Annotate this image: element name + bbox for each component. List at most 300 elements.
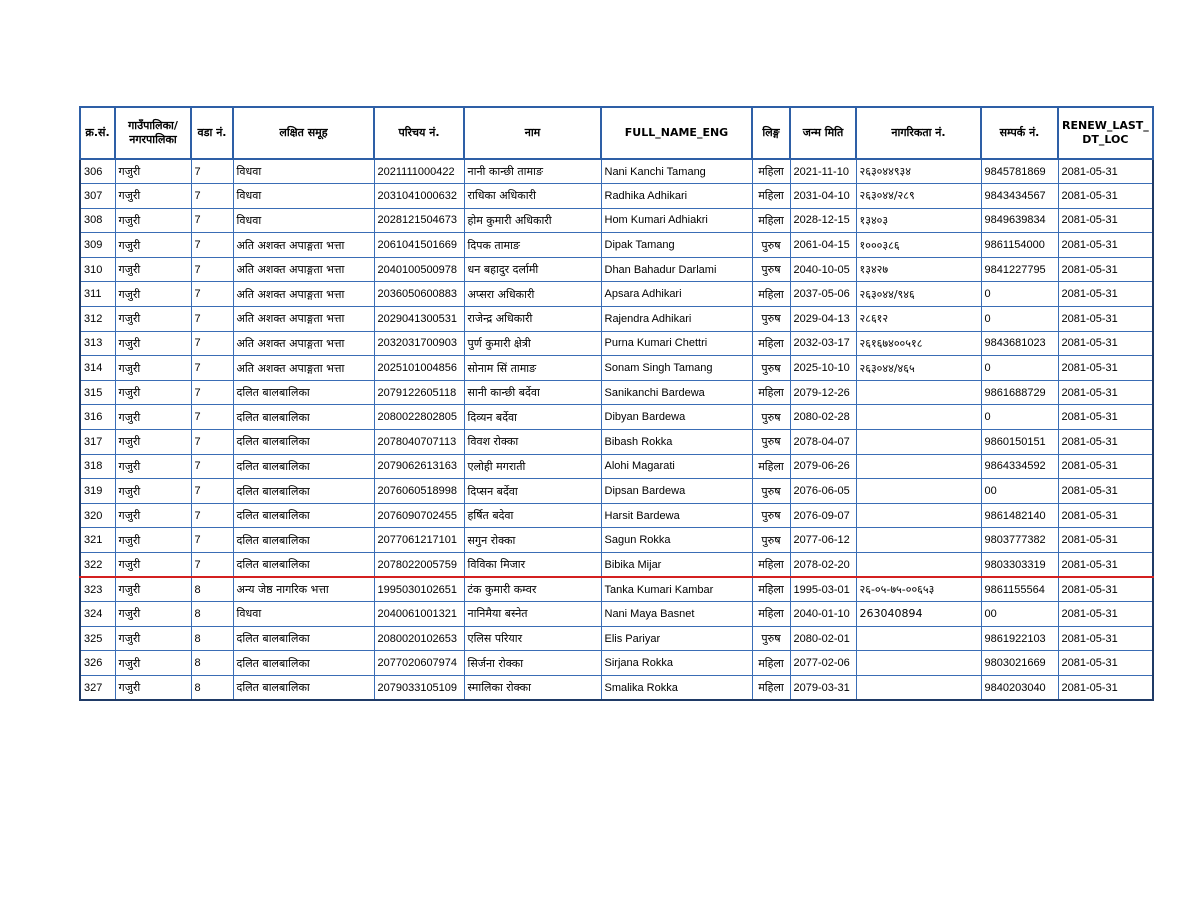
- cell-ward: 7: [191, 479, 233, 504]
- cell-gender: महिला: [752, 454, 790, 479]
- cell-target-group: दलित बालबालिका: [233, 553, 374, 578]
- cell-gender: महिला: [752, 282, 790, 307]
- beneficiary-table: [79, 106, 1154, 701]
- cell-gender: पुरुष: [752, 233, 790, 258]
- cell-municipality: गजुरी: [115, 184, 191, 209]
- cell-gender: महिला: [752, 602, 790, 627]
- table-row: [80, 233, 1153, 258]
- cell-serial: 319: [80, 479, 115, 504]
- cell-renew-date: 2081-05-31: [1058, 208, 1153, 233]
- cell-full-name-eng: Bibika Mijar: [601, 553, 752, 578]
- cell-renew-date: 2081-05-31: [1058, 184, 1153, 209]
- table-row: [80, 184, 1153, 209]
- cell-full-name-eng: Dipsan Bardewa: [601, 479, 752, 504]
- table-row: [80, 257, 1153, 282]
- cell-ward: 7: [191, 184, 233, 209]
- cell-contact: 9840203040: [981, 675, 1058, 700]
- cell-id-number: 2031041000632: [374, 184, 464, 209]
- table-row: [80, 626, 1153, 651]
- table-row: [80, 282, 1153, 307]
- cell-renew-date: 2081-05-31: [1058, 159, 1153, 184]
- cell-municipality: गजुरी: [115, 430, 191, 455]
- cell-ward: 7: [191, 405, 233, 430]
- cell-serial: 315: [80, 380, 115, 405]
- cell-id-number: 2061041501669: [374, 233, 464, 258]
- table-row: [80, 430, 1153, 455]
- cell-citizenship: १३४२७: [856, 257, 981, 282]
- cell-ward: 7: [191, 380, 233, 405]
- cell-citizenship: [856, 479, 981, 504]
- cell-gender: पुरुष: [752, 405, 790, 430]
- cell-renew-date: 2081-05-31: [1058, 651, 1153, 676]
- cell-gender: पुरुष: [752, 503, 790, 528]
- cell-renew-date: 2081-05-31: [1058, 405, 1153, 430]
- cell-contact: 0: [981, 356, 1058, 381]
- cell-full-name-eng: Alohi Magarati: [601, 454, 752, 479]
- cell-name: अप्सरा अधिकारी: [464, 282, 601, 307]
- cell-contact: 9861154000: [981, 233, 1058, 258]
- cell-target-group: दलित बालबालिका: [233, 454, 374, 479]
- cell-citizenship: २६३०४४/४६५: [856, 356, 981, 381]
- header-serial: क्र.सं.: [80, 107, 115, 159]
- cell-serial: 306: [80, 159, 115, 184]
- cell-renew-date: 2081-05-31: [1058, 675, 1153, 700]
- cell-full-name-eng: Sagun Rokka: [601, 528, 752, 553]
- cell-citizenship: [856, 454, 981, 479]
- cell-name: स्मालिका रोक्का: [464, 675, 601, 700]
- table-body: [80, 159, 1153, 700]
- cell-dob: 2061-04-15: [790, 233, 856, 258]
- cell-name: सोनाम सिं तामाङ: [464, 356, 601, 381]
- cell-contact: 0: [981, 282, 1058, 307]
- cell-gender: महिला: [752, 553, 790, 578]
- cell-full-name-eng: Sirjana Rokka: [601, 651, 752, 676]
- cell-contact: 9861922103: [981, 626, 1058, 651]
- cell-ward: 8: [191, 675, 233, 700]
- cell-target-group: दलित बालबालिका: [233, 626, 374, 651]
- cell-gender: महिला: [752, 331, 790, 356]
- cell-full-name-eng: Nani Maya Basnet: [601, 602, 752, 627]
- cell-municipality: गजुरी: [115, 233, 191, 258]
- cell-id-number: 2078040707113: [374, 430, 464, 455]
- cell-dob: 2031-04-10: [790, 184, 856, 209]
- cell-ward: 7: [191, 430, 233, 455]
- cell-serial: 312: [80, 307, 115, 332]
- cell-name: पुर्ण कुमारी क्षेत्री: [464, 331, 601, 356]
- cell-target-group: विधवा: [233, 602, 374, 627]
- cell-ward: 8: [191, 626, 233, 651]
- cell-dob: 2040-10-05: [790, 257, 856, 282]
- cell-municipality: गजुरी: [115, 454, 191, 479]
- cell-ward: 7: [191, 454, 233, 479]
- cell-municipality: गजुरी: [115, 356, 191, 381]
- cell-renew-date: 2081-05-31: [1058, 553, 1153, 578]
- cell-id-number: 2032031700903: [374, 331, 464, 356]
- cell-full-name-eng: Hom Kumari Adhiakri: [601, 208, 752, 233]
- cell-municipality: गजुरी: [115, 380, 191, 405]
- cell-serial: 307: [80, 184, 115, 209]
- cell-citizenship: [856, 405, 981, 430]
- header-ward: वडा नं.: [191, 107, 233, 159]
- cell-municipality: गजुरी: [115, 282, 191, 307]
- cell-target-group: दलित बालबालिका: [233, 675, 374, 700]
- cell-municipality: गजुरी: [115, 602, 191, 627]
- cell-renew-date: 2081-05-31: [1058, 626, 1153, 651]
- header-id-number: परिचय नं.: [374, 107, 464, 159]
- cell-municipality: गजुरी: [115, 208, 191, 233]
- cell-gender: महिला: [752, 651, 790, 676]
- cell-dob: 1995-03-01: [790, 577, 856, 602]
- cell-citizenship: १०००३८६: [856, 233, 981, 258]
- table-row: [80, 553, 1153, 578]
- cell-ward: 7: [191, 233, 233, 258]
- cell-target-group: दलित बालबालिका: [233, 430, 374, 455]
- header-contact: सम्पर्क नं.: [981, 107, 1058, 159]
- cell-contact: 9864334592: [981, 454, 1058, 479]
- cell-id-number: 2079033105109: [374, 675, 464, 700]
- cell-serial: 327: [80, 675, 115, 700]
- cell-ward: 7: [191, 356, 233, 381]
- cell-dob: 2079-12-26: [790, 380, 856, 405]
- cell-gender: पुरुष: [752, 479, 790, 504]
- cell-id-number: 2025101004856: [374, 356, 464, 381]
- cell-dob: 2079-03-31: [790, 675, 856, 700]
- cell-target-group: अन्य जेष्ठ नागरिक भत्ता: [233, 577, 374, 602]
- header-target-group: लक्षित समूह: [233, 107, 374, 159]
- cell-municipality: गजुरी: [115, 528, 191, 553]
- cell-serial: 326: [80, 651, 115, 676]
- header-gender: लिङ्ग: [752, 107, 790, 159]
- cell-target-group: दलित बालबालिका: [233, 503, 374, 528]
- table-row: [80, 380, 1153, 405]
- cell-renew-date: 2081-05-31: [1058, 479, 1153, 504]
- cell-renew-date: 2081-05-31: [1058, 233, 1153, 258]
- cell-name: दिपक तामाङ: [464, 233, 601, 258]
- cell-id-number: 2036050600883: [374, 282, 464, 307]
- cell-full-name-eng: Dhan Bahadur Darlami: [601, 257, 752, 282]
- cell-ward: 7: [191, 257, 233, 282]
- header-full-name-eng: FULL_NAME_ENG: [601, 107, 752, 159]
- cell-gender: पुरुष: [752, 626, 790, 651]
- header-dob: जन्म मिति: [790, 107, 856, 159]
- cell-full-name-eng: Sanikanchi Bardewa: [601, 380, 752, 405]
- cell-contact: 9841227795: [981, 257, 1058, 282]
- cell-gender: पुरुष: [752, 528, 790, 553]
- cell-renew-date: 2081-05-31: [1058, 331, 1153, 356]
- cell-full-name-eng: Radhika Adhikari: [601, 184, 752, 209]
- table-row: [80, 479, 1153, 504]
- cell-municipality: गजुरी: [115, 307, 191, 332]
- header-citizenship: नागरिकता नं.: [856, 107, 981, 159]
- cell-gender: महिला: [752, 380, 790, 405]
- cell-target-group: अति अशक्त अपाङ्गता भत्ता: [233, 233, 374, 258]
- header-renew-date: RENEW_LAST_ DT_LOC: [1058, 107, 1153, 159]
- cell-target-group: विधवा: [233, 159, 374, 184]
- cell-dob: 2076-06-05: [790, 479, 856, 504]
- header-name: नाम: [464, 107, 601, 159]
- cell-renew-date: 2081-05-31: [1058, 602, 1153, 627]
- cell-name: विवश रोक्का: [464, 430, 601, 455]
- cell-contact: 9803777382: [981, 528, 1058, 553]
- table-row: [80, 405, 1153, 430]
- cell-ward: 8: [191, 577, 233, 602]
- cell-citizenship: [856, 380, 981, 405]
- cell-gender: महिला: [752, 675, 790, 700]
- cell-id-number: 2076090702455: [374, 503, 464, 528]
- cell-full-name-eng: Purna Kumari Chettri: [601, 331, 752, 356]
- cell-contact: 0: [981, 405, 1058, 430]
- cell-full-name-eng: Apsara Adhikari: [601, 282, 752, 307]
- cell-name: टंक कुमारी कम्वर: [464, 577, 601, 602]
- header-municipality: गाउँपालिका/ नगरपालिका: [115, 107, 191, 159]
- cell-id-number: 2040061001321: [374, 602, 464, 627]
- cell-target-group: अति अशक्त अपाङ्गता भत्ता: [233, 282, 374, 307]
- cell-dob: 2076-09-07: [790, 503, 856, 528]
- cell-id-number: 2076060518998: [374, 479, 464, 504]
- cell-target-group: दलित बालबालिका: [233, 405, 374, 430]
- cell-renew-date: 2081-05-31: [1058, 430, 1153, 455]
- cell-target-group: अति अशक्त अपाङ्गता भत्ता: [233, 356, 374, 381]
- cell-name: नानिमैया बस्नेत: [464, 602, 601, 627]
- cell-citizenship: २८६१२: [856, 307, 981, 332]
- cell-id-number: 2079122605118: [374, 380, 464, 405]
- cell-target-group: दलित बालबालिका: [233, 380, 374, 405]
- cell-target-group: दलित बालबालिका: [233, 651, 374, 676]
- cell-gender: पुरुष: [752, 430, 790, 455]
- cell-serial: 322: [80, 553, 115, 578]
- cell-id-number: 2078022005759: [374, 553, 464, 578]
- cell-full-name-eng: Elis Pariyar: [601, 626, 752, 651]
- cell-citizenship: [856, 553, 981, 578]
- cell-municipality: गजुरी: [115, 651, 191, 676]
- cell-dob: 2021-11-10: [790, 159, 856, 184]
- cell-gender: पुरुष: [752, 257, 790, 282]
- cell-name: धन बहादुर दर्लामी: [464, 257, 601, 282]
- cell-name: दिव्यन बर्देवा: [464, 405, 601, 430]
- cell-citizenship: 263040894: [856, 602, 981, 627]
- cell-contact: 9803303319: [981, 553, 1058, 578]
- cell-contact: 0: [981, 307, 1058, 332]
- cell-name: नानी कान्छी तामाङ: [464, 159, 601, 184]
- cell-name: एलोही मगराती: [464, 454, 601, 479]
- cell-renew-date: 2081-05-31: [1058, 454, 1153, 479]
- cell-dob: 2079-06-26: [790, 454, 856, 479]
- cell-dob: 2077-06-12: [790, 528, 856, 553]
- cell-renew-date: 2081-05-31: [1058, 356, 1153, 381]
- cell-renew-date: 2081-05-31: [1058, 307, 1153, 332]
- cell-target-group: विधवा: [233, 184, 374, 209]
- cell-municipality: गजुरी: [115, 159, 191, 184]
- cell-gender: महिला: [752, 577, 790, 602]
- cell-citizenship: [856, 528, 981, 553]
- cell-target-group: अति अशक्त अपाङ्गता भत्ता: [233, 331, 374, 356]
- table-row: [80, 331, 1153, 356]
- cell-name: राधिका अधिकारी: [464, 184, 601, 209]
- table-row: [80, 528, 1153, 553]
- cell-name: हर्षित बदेवा: [464, 503, 601, 528]
- cell-citizenship: [856, 430, 981, 455]
- cell-serial: 310: [80, 257, 115, 282]
- cell-dob: 2028-12-15: [790, 208, 856, 233]
- cell-full-name-eng: Rajendra Adhikari: [601, 307, 752, 332]
- cell-name: सानी कान्छी बर्देवा: [464, 380, 601, 405]
- cell-id-number: 2021111000422: [374, 159, 464, 184]
- cell-dob: 2037-05-06: [790, 282, 856, 307]
- cell-contact: 9849639834: [981, 208, 1058, 233]
- cell-serial: 313: [80, 331, 115, 356]
- cell-dob: 2029-04-13: [790, 307, 856, 332]
- cell-municipality: गजुरी: [115, 479, 191, 504]
- cell-serial: 317: [80, 430, 115, 455]
- table-row: [80, 602, 1153, 627]
- cell-id-number: 2080022802805: [374, 405, 464, 430]
- cell-gender: महिला: [752, 159, 790, 184]
- cell-contact: 9860150151: [981, 430, 1058, 455]
- cell-full-name-eng: Nani Kanchi Tamang: [601, 159, 752, 184]
- cell-name: होम कुमारी अधिकारी: [464, 208, 601, 233]
- cell-name: राजेन्द्र अधिकारी: [464, 307, 601, 332]
- cell-serial: 318: [80, 454, 115, 479]
- table-row: [80, 577, 1153, 602]
- cell-serial: 323: [80, 577, 115, 602]
- cell-dob: 2077-02-06: [790, 651, 856, 676]
- cell-renew-date: 2081-05-31: [1058, 380, 1153, 405]
- cell-full-name-eng: Smalika Rokka: [601, 675, 752, 700]
- cell-id-number: 2080020102653: [374, 626, 464, 651]
- cell-dob: 2040-01-10: [790, 602, 856, 627]
- cell-ward: 7: [191, 553, 233, 578]
- cell-ward: 7: [191, 208, 233, 233]
- cell-id-number: 2077061217101: [374, 528, 464, 553]
- cell-gender: पुरुष: [752, 307, 790, 332]
- cell-full-name-eng: Harsit Bardewa: [601, 503, 752, 528]
- cell-name: सिर्जना रोक्का: [464, 651, 601, 676]
- cell-dob: 2025-10-10: [790, 356, 856, 381]
- cell-citizenship: २६३०४४/९४६: [856, 282, 981, 307]
- cell-full-name-eng: Dibyan Bardewa: [601, 405, 752, 430]
- cell-renew-date: 2081-05-31: [1058, 577, 1153, 602]
- cell-ward: 8: [191, 602, 233, 627]
- cell-full-name-eng: Bibash Rokka: [601, 430, 752, 455]
- cell-ward: 7: [191, 528, 233, 553]
- cell-name: सगुन रोक्का: [464, 528, 601, 553]
- cell-municipality: गजुरी: [115, 577, 191, 602]
- cell-target-group: दलित बालबालिका: [233, 479, 374, 504]
- cell-citizenship: [856, 503, 981, 528]
- cell-serial: 309: [80, 233, 115, 258]
- table-row: [80, 651, 1153, 676]
- cell-serial: 308: [80, 208, 115, 233]
- cell-renew-date: 2081-05-31: [1058, 528, 1153, 553]
- cell-serial: 311: [80, 282, 115, 307]
- cell-contact: 00: [981, 479, 1058, 504]
- cell-name: दिप्सन बर्देवा: [464, 479, 601, 504]
- cell-renew-date: 2081-05-31: [1058, 282, 1153, 307]
- cell-serial: 314: [80, 356, 115, 381]
- cell-municipality: गजुरी: [115, 553, 191, 578]
- table-header-row: [80, 107, 1153, 159]
- cell-target-group: अति अशक्त अपाङ्गता भत्ता: [233, 257, 374, 282]
- cell-municipality: गजुरी: [115, 331, 191, 356]
- cell-ward: 7: [191, 503, 233, 528]
- cell-full-name-eng: Sonam Singh Tamang: [601, 356, 752, 381]
- cell-id-number: 1995030102651: [374, 577, 464, 602]
- cell-municipality: गजुरी: [115, 405, 191, 430]
- cell-serial: 321: [80, 528, 115, 553]
- cell-id-number: 2028121504673: [374, 208, 464, 233]
- cell-gender: महिला: [752, 184, 790, 209]
- cell-citizenship: २६३०४४९३४: [856, 159, 981, 184]
- cell-dob: 2078-04-07: [790, 430, 856, 455]
- cell-contact: 00: [981, 602, 1058, 627]
- cell-target-group: दलित बालबालिका: [233, 528, 374, 553]
- cell-municipality: गजुरी: [115, 257, 191, 282]
- table-row: [80, 675, 1153, 700]
- cell-citizenship: [856, 651, 981, 676]
- cell-citizenship: [856, 626, 981, 651]
- cell-contact: 9843434567: [981, 184, 1058, 209]
- table-row: [80, 159, 1153, 184]
- cell-citizenship: २६३०४४/२८९: [856, 184, 981, 209]
- cell-gender: महिला: [752, 208, 790, 233]
- cell-renew-date: 2081-05-31: [1058, 257, 1153, 282]
- cell-citizenship: २६१६७४००५१८: [856, 331, 981, 356]
- cell-contact: 9861482140: [981, 503, 1058, 528]
- table-row: [80, 503, 1153, 528]
- cell-serial: 324: [80, 602, 115, 627]
- cell-target-group: विधवा: [233, 208, 374, 233]
- cell-contact: 9845781869: [981, 159, 1058, 184]
- cell-dob: 2032-03-17: [790, 331, 856, 356]
- cell-municipality: गजुरी: [115, 626, 191, 651]
- cell-serial: 325: [80, 626, 115, 651]
- cell-contact: 9861155564: [981, 577, 1058, 602]
- cell-name: एलिस परियार: [464, 626, 601, 651]
- cell-citizenship: १३४०३: [856, 208, 981, 233]
- cell-citizenship: [856, 675, 981, 700]
- cell-serial: 320: [80, 503, 115, 528]
- cell-full-name-eng: Tanka Kumari Kambar: [601, 577, 752, 602]
- cell-dob: 2078-02-20: [790, 553, 856, 578]
- cell-dob: 2080-02-01: [790, 626, 856, 651]
- cell-id-number: 2077020607974: [374, 651, 464, 676]
- cell-ward: 8: [191, 651, 233, 676]
- cell-contact: 9843681023: [981, 331, 1058, 356]
- cell-ward: 7: [191, 331, 233, 356]
- cell-name: विविका मिजार: [464, 553, 601, 578]
- cell-id-number: 2029041300531: [374, 307, 464, 332]
- cell-serial: 316: [80, 405, 115, 430]
- cell-ward: 7: [191, 307, 233, 332]
- beneficiary-table-sheet: [79, 106, 1154, 701]
- table-row: [80, 208, 1153, 233]
- cell-dob: 2080-02-28: [790, 405, 856, 430]
- table-row: [80, 454, 1153, 479]
- cell-municipality: गजुरी: [115, 675, 191, 700]
- cell-target-group: अति अशक्त अपाङ्गता भत्ता: [233, 307, 374, 332]
- table-row: [80, 307, 1153, 332]
- cell-ward: 7: [191, 159, 233, 184]
- cell-citizenship: २६-०५-७५-००६५३: [856, 577, 981, 602]
- cell-full-name-eng: Dipak Tamang: [601, 233, 752, 258]
- cell-gender: पुरुष: [752, 356, 790, 381]
- cell-contact: 9803021669: [981, 651, 1058, 676]
- cell-municipality: गजुरी: [115, 503, 191, 528]
- cell-id-number: 2040100500978: [374, 257, 464, 282]
- cell-contact: 9861688729: [981, 380, 1058, 405]
- table-row: [80, 356, 1153, 381]
- cell-ward: 7: [191, 282, 233, 307]
